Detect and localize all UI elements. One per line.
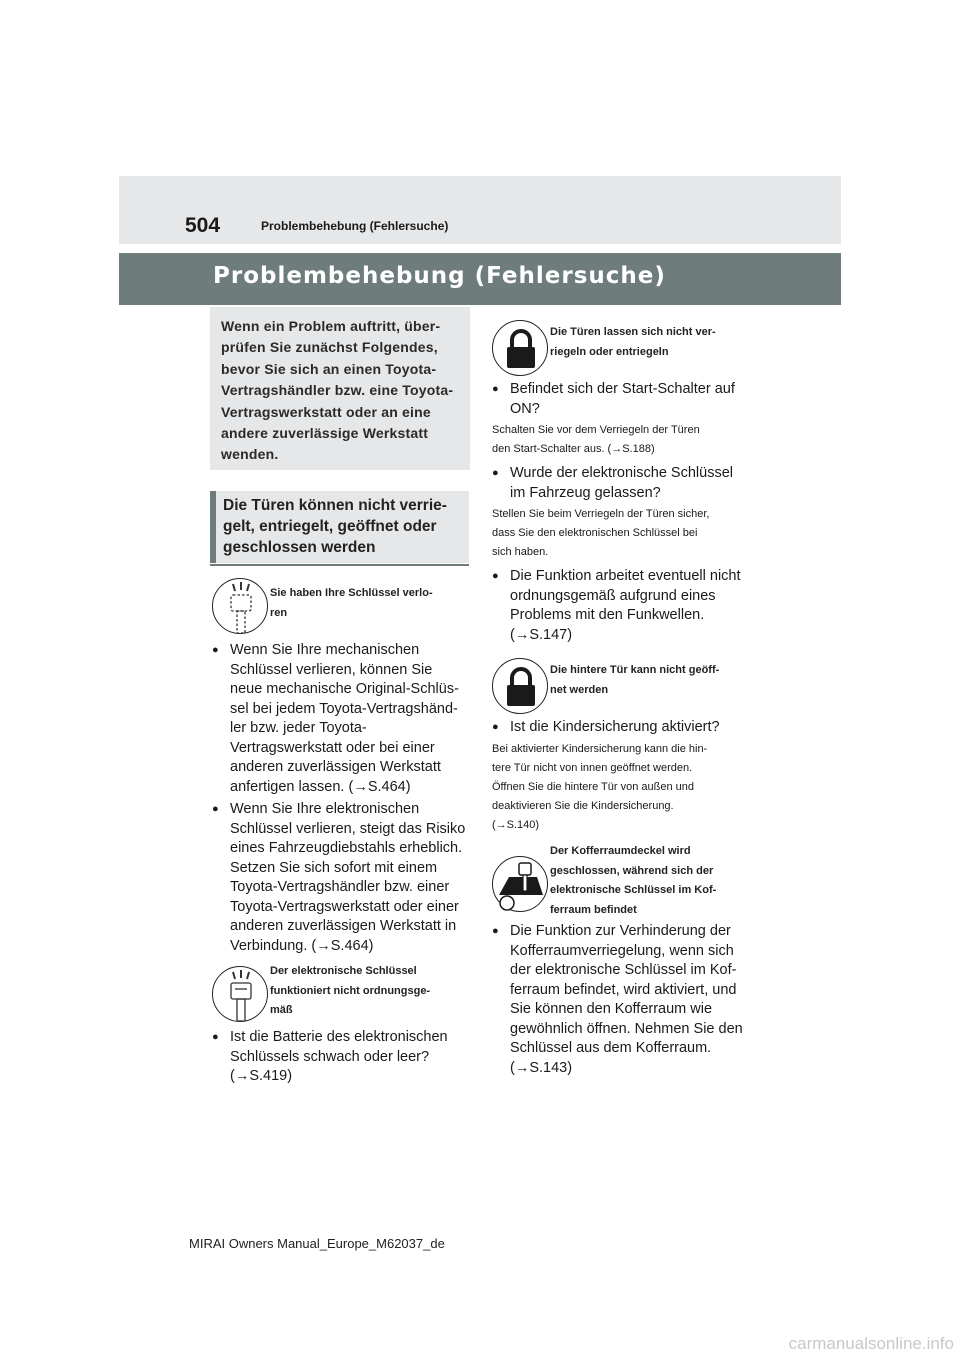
bullet-item: ● Ist die Batterie des elektronischen Schlüssels schwach oder leer? (→S.419) — [212, 1028, 470, 1087]
note-text: Bei aktivierter Kindersicherung kann die hin- tere Tür nicht von innen geöffnet werden. Öffnen Sie die hintere Tür von außen und deaktivieren Sie die Kindersicherung. (→S.140) — [492, 743, 708, 831]
bullet-item: ● Die Funktion arbeitet eventuell nicht ordnungsgemäß aufgrund eines Problems mit den Funkwellen. (→S.147) — [492, 567, 754, 645]
footer-text: MIRAI Owners Manual_Europe_M62037_de — [189, 1236, 445, 1251]
bullet-item: ● Wurde der elektronische Schlüssel im Fahrzeug gelassen? — [492, 464, 754, 503]
topic-label: Der Kofferraumdeckel wird geschlossen, während sich der elektronische Schlüssel im Kof- ferraum befindet — [550, 845, 717, 916]
page-title: Problembehebung (Fehlersuche) — [213, 263, 666, 289]
header-band — [119, 176, 841, 244]
bullet-item: ● Wenn Sie Ihre elektronischen Schlüssel verlieren, steigt das Risiko eines Fahrzeugdiebstahls erheblich. Setzen Sie sich sofort mit einem Toyota-Vertragshändler bzw. einer Toyota-Vertragswerkstatt oder einer anderen zuverlässigen Werkstatt in Verbindung. (→S.464) — [212, 800, 470, 956]
trunk-key-icon — [492, 856, 548, 912]
topic-label: Die hintere Tür kann nicht geöff- net werden — [550, 664, 720, 696]
padlock-icon — [492, 658, 548, 714]
section-heading: Die Türen können nicht verrie- gelt, entriegelt, geöffnet oder geschlossen werden — [223, 497, 447, 556]
padlock-icon — [492, 320, 548, 376]
note-text: Stellen Sie beim Verriegeln der Türen sicher, dass Sie den elektronischen Schlüssel bei sich haben. — [492, 508, 710, 558]
bullet-item: ● Die Funktion zur Verhinderung der Kofferraumverriegelung, wenn sich der elektronische Schlüssel im Kof- ferraum befindet, wird aktiviert, und Sie können den Kofferraum wie gewöhnlich öffnen. Nehmen Sie den Schlüssel aus dem Kofferraum. (→S.143) — [492, 922, 754, 1078]
page-number: 504 — [185, 214, 221, 237]
topic-label: Sie haben Ihre Schlüssel verlo- ren — [270, 587, 433, 619]
header-section-title: Problembehebung (Fehlersuche) — [261, 219, 449, 233]
key-lost-icon — [212, 578, 268, 634]
bullet-item: ● Ist die Kindersicherung aktiviert? — [492, 718, 754, 738]
key-malfunction-icon — [212, 966, 268, 1022]
bullet-item: ● Wenn Sie Ihre mechanischen Schlüssel verlieren, können Sie neue mechanische Original-Schlüs- sel bei jedem Toyota-Vertragshänd- ler bzw. jeder Toyota- Vertragswerkstatt oder bei einer anderen zuverlässigen Werkstatt anfertigen lassen. (→S.464) — [212, 641, 470, 797]
intro-text: Wenn ein Problem auftritt, über- prüfen Sie zunächst Folgendes, bevor Sie sich an einen Toyota- Vertragshändler bzw. eine Toyota- Vertragswerkstatt oder an eine andere zuverlässige Werkstatt wenden. — [221, 318, 454, 463]
topic-label: Der elektronische Schlüssel funktioniert nicht ordnungsge- mäß — [270, 965, 431, 1016]
topic-label: Die Türen lassen sich nicht ver- riegeln oder entriegeln — [550, 326, 716, 358]
section-heading-box — [210, 491, 469, 563]
watermark: carmanualsonline.info — [788, 1334, 954, 1353]
note-text: Schalten Sie vor dem Verriegeln der Türen den Start-Schalter aus. (→S.188) — [492, 424, 700, 455]
intro-box — [210, 307, 470, 470]
bullet-item: ● Befindet sich der Start-Schalter auf ON? — [492, 380, 754, 419]
